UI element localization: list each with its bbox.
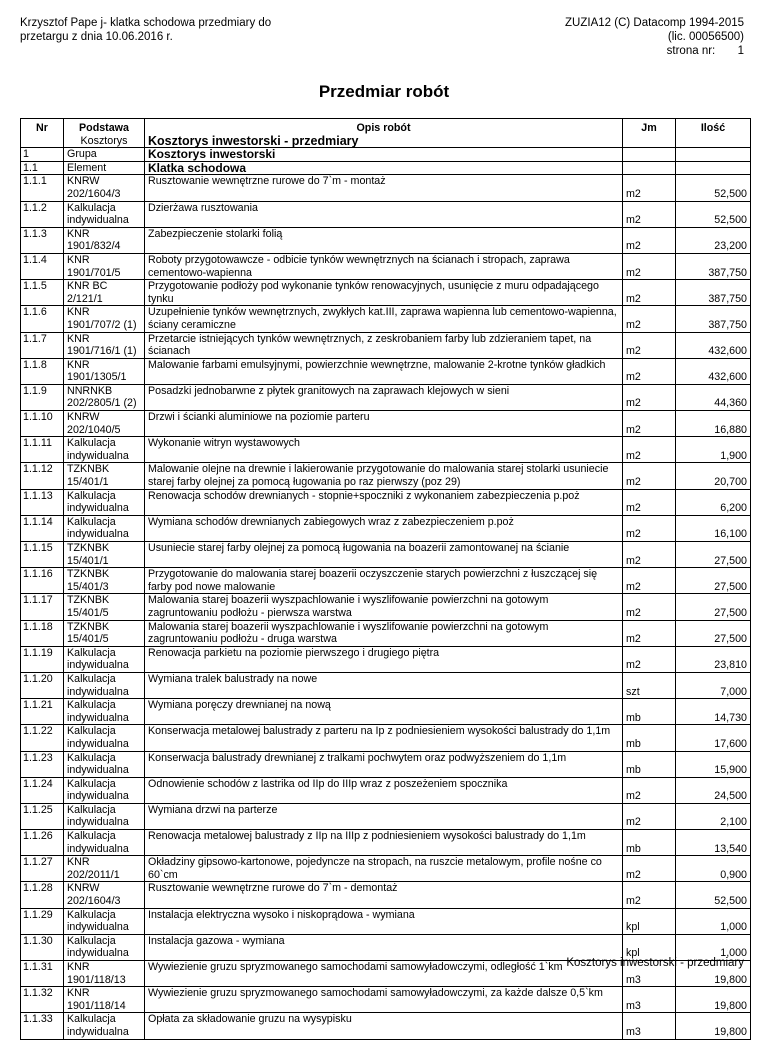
- group-nr: 1: [21, 148, 64, 162]
- cell-nr: 1.1.13: [21, 489, 64, 515]
- header-project-line1: Krzysztof Pape j- klatka schodowa przedmiary do: [20, 17, 272, 29]
- cell-podstawa: Kalkulacja indywidualna: [64, 725, 145, 751]
- cell-nr: 1.1.27: [21, 856, 64, 882]
- group-ilosc-empty: [676, 161, 751, 175]
- cell-podstawa: Kalkulacja indywidualna: [64, 1013, 145, 1039]
- table-row: [21, 856, 751, 882]
- cell-ilosc: 17,600: [676, 725, 751, 751]
- cell-jm: m2: [623, 803, 676, 829]
- cell-ilosc: 432,600: [676, 332, 751, 358]
- cell-ilosc: 16,100: [676, 515, 751, 541]
- cell-podstawa: KNR 1901/1305/1: [64, 358, 145, 384]
- page-footer: Kosztorys inwestorski - przedmiary: [566, 957, 744, 969]
- cell-jm: kpl: [623, 908, 676, 934]
- table-row: [21, 306, 751, 332]
- table-row: [21, 1013, 751, 1039]
- cell-nr: 1.1.1: [21, 175, 64, 201]
- cell-opis: Roboty przygotowawcze - odbicie tynków wewnętrznych na ścianach i stropach, zaprawa cementowo-wapienna: [145, 253, 623, 279]
- cell-ilosc: 23,200: [676, 227, 751, 253]
- cell-podstawa: Kalkulacja indywidualna: [64, 751, 145, 777]
- cell-podstawa: KNR 1901/701/5: [64, 253, 145, 279]
- table-row: [21, 568, 751, 594]
- group-nr: 1.1: [21, 161, 64, 175]
- cell-ilosc: 44,360: [676, 384, 751, 410]
- cell-nr: 1.1.26: [21, 830, 64, 856]
- cell-opis: Malowania starej boazerii wyszpachlowanie i wyszlifowanie powierzchni na gotowym zagruntowaniu podłożu - pierwsza warstwa: [145, 594, 623, 620]
- cell-nr: 1.1.8: [21, 358, 64, 384]
- cell-podstawa: KNRW 202/1040/5: [64, 411, 145, 437]
- cell-podstawa: KNR BC 2/121/1: [64, 280, 145, 306]
- table-row: [21, 227, 751, 253]
- cell-podstawa: KNRW 202/1604/3: [64, 175, 145, 201]
- cell-ilosc: 27,500: [676, 620, 751, 646]
- cell-nr: 1.1.32: [21, 987, 64, 1013]
- cell-ilosc: 13,540: [676, 830, 751, 856]
- cell-opis: Instalacja gazowa - wymiana: [145, 934, 623, 960]
- cell-nr: 1.1.31: [21, 961, 64, 987]
- cell-jm: m2: [623, 411, 676, 437]
- cell-podstawa: Kalkulacja indywidualna: [64, 646, 145, 672]
- cell-jm: m2: [623, 332, 676, 358]
- cell-podstawa: TZKNBK 15/401/3: [64, 568, 145, 594]
- table-row: [21, 594, 751, 620]
- group-jm-empty: [623, 148, 676, 162]
- col-header-ilosc: Ilość: [676, 119, 751, 148]
- cell-podstawa: TZKNBK 15/401/5: [64, 594, 145, 620]
- cell-jm: m2: [623, 358, 676, 384]
- cell-ilosc: 27,500: [676, 568, 751, 594]
- table-row: [21, 332, 751, 358]
- cell-opis: Okładziny gipsowo-kartonowe, pojedyncze na stropach, na ruszcie metalowym, profile nośne co 60`cm: [145, 856, 623, 882]
- cell-nr: 1.1.22: [21, 725, 64, 751]
- table-row: [21, 751, 751, 777]
- group-row: [21, 161, 751, 175]
- table-row: [21, 908, 751, 934]
- cell-ilosc: 387,750: [676, 280, 751, 306]
- table-header-row: [21, 119, 751, 148]
- cell-nr: 1.1.5: [21, 280, 64, 306]
- cell-jm: m2: [623, 594, 676, 620]
- group-opis: Klatka schodowa: [145, 161, 623, 175]
- group-ilosc-empty: [676, 148, 751, 162]
- table-row: [21, 463, 751, 489]
- cell-opis: Przygotowanie do malowania starej boazerii oczyszczenie starych powierzchni z łuszczącej się farby pod nowe malowanie: [145, 568, 623, 594]
- cell-nr: 1.1.15: [21, 542, 64, 568]
- cell-opis: Przetarcie istniejących tynków wewnętrznych, z zeskrobaniem farby lub zdzieraniem tapet, na ścianach: [145, 332, 623, 358]
- cell-opis: Przygotowanie podłoży pod wykonanie tynków renowacyjnych, usunięcie z muru odpadającego tynku: [145, 280, 623, 306]
- cell-podstawa: TZKNBK 15/401/1: [64, 542, 145, 568]
- table-row: [21, 358, 751, 384]
- cell-opis: Renowacja parkietu na poziomie pierwszego i drugiego piętra: [145, 646, 623, 672]
- table-row: [21, 672, 751, 698]
- table-row: [21, 830, 751, 856]
- cell-podstawa: KNR 1901/716/1 (1): [64, 332, 145, 358]
- cell-jm: m2: [623, 882, 676, 908]
- cell-nr: 1.1.21: [21, 699, 64, 725]
- cell-ilosc: 6,200: [676, 489, 751, 515]
- cell-jm: m2: [623, 489, 676, 515]
- table-row: [21, 515, 751, 541]
- cell-nr: 1.1.29: [21, 908, 64, 934]
- cell-opis: Instalacja elektryczna wysoko i niskoprądowa - wymiana: [145, 908, 623, 934]
- cell-jm: m2: [623, 437, 676, 463]
- cell-ilosc: 27,500: [676, 594, 751, 620]
- cell-jm: m2: [623, 856, 676, 882]
- cell-ilosc: 14,730: [676, 699, 751, 725]
- cell-ilosc: 432,600: [676, 358, 751, 384]
- cell-jm: m2: [623, 777, 676, 803]
- table-row: [21, 699, 751, 725]
- page-title: Przedmiar robót: [318, 82, 450, 101]
- cell-opis: Zabezpieczenie stolarki folią: [145, 227, 623, 253]
- cell-opis: Wywiezienie gruzu spryzmowanego samochodami samowyładowczymi, za każde dalsze 0,5`km: [145, 987, 623, 1013]
- table-row: [21, 646, 751, 672]
- cell-nr: 1.1.9: [21, 384, 64, 410]
- cell-opis: Malowanie farbami emulsyjnymi, powierzchnie wewnętrzne, malowanie 2-krotne tynków gładkich: [145, 358, 623, 384]
- cell-nr: 1.1.14: [21, 515, 64, 541]
- subheader-opis: Kosztorys inwestorski - przedmiary: [148, 133, 359, 148]
- cell-opis: Wymiana schodów drewnianych zabiegowych wraz z zabezpieczeniem p.poż: [145, 515, 623, 541]
- cell-opis: Malowania starej boazerii wyszpachlowanie i wyszlifowanie powierzchni na gotowym zagruntowaniu podłożu - druga warstwa: [145, 620, 623, 646]
- cell-podstawa: Kalkulacja indywidualna: [64, 803, 145, 829]
- table-row: [21, 803, 751, 829]
- cell-opis: Rusztowanie wewnętrzne rurowe do 7`m - demontaż: [145, 882, 623, 908]
- cell-nr: 1.1.33: [21, 1013, 64, 1039]
- cell-podstawa: KNR 1901/707/2 (1): [64, 306, 145, 332]
- cell-jm: m2: [623, 280, 676, 306]
- cell-podstawa: Kalkulacja indywidualna: [64, 777, 145, 803]
- cell-ilosc: 52,500: [676, 201, 751, 227]
- cell-podstawa: KNR 1901/832/4: [64, 227, 145, 253]
- cell-podstawa: Kalkulacja indywidualna: [64, 515, 145, 541]
- cell-jm: m2: [623, 542, 676, 568]
- cell-ilosc: 387,750: [676, 306, 751, 332]
- cell-ilosc: 52,500: [676, 882, 751, 908]
- group-opis: Kosztorys inwestorski: [145, 148, 623, 162]
- cell-podstawa: Kalkulacja indywidualna: [64, 672, 145, 698]
- cell-podstawa: TZKNBK 15/401/5: [64, 620, 145, 646]
- cell-jm: m2: [623, 515, 676, 541]
- cell-opis: Rusztowanie wewnętrzne rurowe do 7`m - montaż: [145, 175, 623, 201]
- cell-ilosc: 19,800: [676, 1013, 751, 1039]
- subheader-podstawa: Kosztorys: [80, 134, 128, 147]
- col-header-podstawa: Podstawa Kosztorys: [64, 119, 145, 148]
- cell-nr: 1.1.30: [21, 934, 64, 960]
- cell-jm: mb: [623, 751, 676, 777]
- cell-nr: 1.1.2: [21, 201, 64, 227]
- header-page-number: strona nr: 1: [666, 45, 744, 57]
- przedmiar-table: [20, 118, 751, 1040]
- cell-nr: 1.1.16: [21, 568, 64, 594]
- cell-podstawa: Kalkulacja indywidualna: [64, 437, 145, 463]
- cell-ilosc: 7,000: [676, 672, 751, 698]
- table-row: [21, 489, 751, 515]
- cell-podstawa: KNRW 202/1604/3: [64, 882, 145, 908]
- table-row: [21, 777, 751, 803]
- header-software-name: ZUZIA12 (C) Datacomp 1994-2015: [565, 17, 744, 29]
- cell-jm: m2: [623, 463, 676, 489]
- cell-jm: mb: [623, 830, 676, 856]
- cell-nr: 1.1.4: [21, 253, 64, 279]
- cell-nr: 1.1.28: [21, 882, 64, 908]
- cell-jm: szt: [623, 672, 676, 698]
- cell-nr: 1.1.18: [21, 620, 64, 646]
- cell-ilosc: 19,800: [676, 987, 751, 1013]
- cell-ilosc: 27,500: [676, 542, 751, 568]
- cell-opis: Drzwi i ścianki aluminiowe na poziomie parteru: [145, 411, 623, 437]
- cell-podstawa: KNR 202/2011/1: [64, 856, 145, 882]
- cell-opis: Usuniecie starej farby olejnej za pomocą ługowania na boazerii zamontowanej na ścianie: [145, 542, 623, 568]
- cell-podstawa: Kalkulacja indywidualna: [64, 934, 145, 960]
- cell-opis: Dzierżawa rusztowania: [145, 201, 623, 227]
- cell-ilosc: 19,800: [676, 961, 751, 987]
- cell-jm: m2: [623, 253, 676, 279]
- cell-jm: m2: [623, 175, 676, 201]
- header-project-line2: przetargu z dnia 10.06.2016 r.: [20, 31, 173, 43]
- cell-nr: 1.1.7: [21, 332, 64, 358]
- table-row: [21, 987, 751, 1013]
- cell-jm: m2: [623, 620, 676, 646]
- cell-ilosc: 16,880: [676, 411, 751, 437]
- cell-podstawa: Kalkulacja indywidualna: [64, 908, 145, 934]
- cell-jm: kpl: [623, 934, 676, 960]
- cell-opis: Uzupełnienie tynków wewnętrznych, zwykłych kat.III, zaprawa wapienna lub cementowo-wapienna, ściany ceramiczne: [145, 306, 623, 332]
- cell-podstawa: Kalkulacja indywidualna: [64, 699, 145, 725]
- cell-opis: Malowanie olejne na drewnie i lakierowanie przygotowanie do malowania starej stolarki usuniecie starej farby olejnej za pomocą ługowania po raz pierwszy (poz 29): [145, 463, 623, 489]
- cell-nr: 1.1.20: [21, 672, 64, 698]
- cell-podstawa: NNRNKB 202/2805/1 (2): [64, 384, 145, 410]
- cell-jm: m3: [623, 961, 676, 987]
- cell-ilosc: 23,810: [676, 646, 751, 672]
- header-license: (lic. 00056500): [667, 31, 744, 43]
- cell-opis: Wykonanie witryn wystawowych: [145, 437, 623, 463]
- cell-jm: m3: [623, 1013, 676, 1039]
- cell-ilosc: 1,000: [676, 908, 751, 934]
- document-header-left: [20, 16, 271, 44]
- cell-opis: Renowacja schodów drewnianych - stopnie+spoczniki z wykonaniem zabezpieczenia p.poż: [145, 489, 623, 515]
- cell-podstawa: Kalkulacja indywidualna: [64, 489, 145, 515]
- cell-ilosc: 52,500: [676, 175, 751, 201]
- col-header-opis: Opis robót Kosztorys inwestorski - przedmiary: [145, 119, 623, 148]
- cell-podstawa: KNR 1901/118/14: [64, 987, 145, 1013]
- cell-ilosc: 0,900: [676, 856, 751, 882]
- cell-jm: m2: [623, 201, 676, 227]
- cell-nr: 1.1.24: [21, 777, 64, 803]
- cell-ilosc: 20,700: [676, 463, 751, 489]
- table-row: [21, 620, 751, 646]
- cell-jm: mb: [623, 725, 676, 751]
- table-row: [21, 882, 751, 908]
- cell-nr: 1.1.17: [21, 594, 64, 620]
- cell-opis: Odnowienie schodów z lastrika od IIp do IIIp wraz z poszeżeniem spocznika: [145, 777, 623, 803]
- cell-jm: m2: [623, 646, 676, 672]
- cell-jm: mb: [623, 699, 676, 725]
- table-row: [21, 253, 751, 279]
- table-row: [21, 384, 751, 410]
- cell-jm: m3: [623, 987, 676, 1013]
- cell-jm: m2: [623, 227, 676, 253]
- cell-nr: 1.1.11: [21, 437, 64, 463]
- cell-ilosc: 387,750: [676, 253, 751, 279]
- cell-opis: Posadzki jednobarwne z płytek granitowych na zaprawach klejowych w sieni: [145, 384, 623, 410]
- cell-opis: Renowacja metalowej balustrady z IIp na IIIp z podniesieniem wysokości balustrady do 1,1m: [145, 830, 623, 856]
- cell-podstawa: Kalkulacja indywidualna: [64, 201, 145, 227]
- cell-opis: Wymiana poręczy drewnianej na nową: [145, 699, 623, 725]
- group-jm-empty: [623, 161, 676, 175]
- col-header-nr: Nr: [21, 119, 64, 148]
- group-podstawa: Grupa: [64, 148, 145, 162]
- cell-podstawa: Kalkulacja indywidualna: [64, 830, 145, 856]
- group-row: [21, 148, 751, 162]
- cell-podstawa: KNR 1901/118/13: [64, 961, 145, 987]
- table-row: [21, 175, 751, 201]
- cell-opis: Wymiana drzwi na parterze: [145, 803, 623, 829]
- cell-ilosc: 2,100: [676, 803, 751, 829]
- cell-jm: m2: [623, 384, 676, 410]
- cell-ilosc: 1,000: [676, 934, 751, 960]
- table-row: [21, 201, 751, 227]
- cell-nr: 1.1.25: [21, 803, 64, 829]
- cell-ilosc: 1,900: [676, 437, 751, 463]
- cell-opis: Wywiezienie gruzu spryzmowanego samochodami samowyładowczymi, odległość 1`km: [145, 961, 623, 987]
- cell-jm: m2: [623, 568, 676, 594]
- table-row: [21, 542, 751, 568]
- cell-opis: Konserwacja metalowej balustrady z parteru na Ip z podniesieniem wysokości balustrady do 1,1m: [145, 725, 623, 751]
- cell-opis: Wymiana tralek balustrady na nowe: [145, 672, 623, 698]
- cell-ilosc: 15,900: [676, 751, 751, 777]
- cell-nr: 1.1.23: [21, 751, 64, 777]
- table-row: [21, 411, 751, 437]
- document-header-right: [565, 16, 744, 58]
- cell-nr: 1.1.6: [21, 306, 64, 332]
- cell-opis: Opłata za składowanie gruzu na wysypisku: [145, 1013, 623, 1039]
- table-row: [21, 725, 751, 751]
- cell-nr: 1.1.12: [21, 463, 64, 489]
- group-podstawa: Element: [64, 161, 145, 175]
- table-row: [21, 437, 751, 463]
- cell-nr: 1.1.10: [21, 411, 64, 437]
- cell-jm: m2: [623, 306, 676, 332]
- cell-opis: Konserwacja balustrady drewnianej z tralkami pochwytem oraz podwyższeniem do 1,1m: [145, 751, 623, 777]
- cell-nr: 1.1.3: [21, 227, 64, 253]
- cell-ilosc: 24,500: [676, 777, 751, 803]
- cell-podstawa: TZKNBK 15/401/1: [64, 463, 145, 489]
- table-row: [21, 280, 751, 306]
- col-header-jm: Jm: [623, 119, 676, 148]
- cell-nr: 1.1.19: [21, 646, 64, 672]
